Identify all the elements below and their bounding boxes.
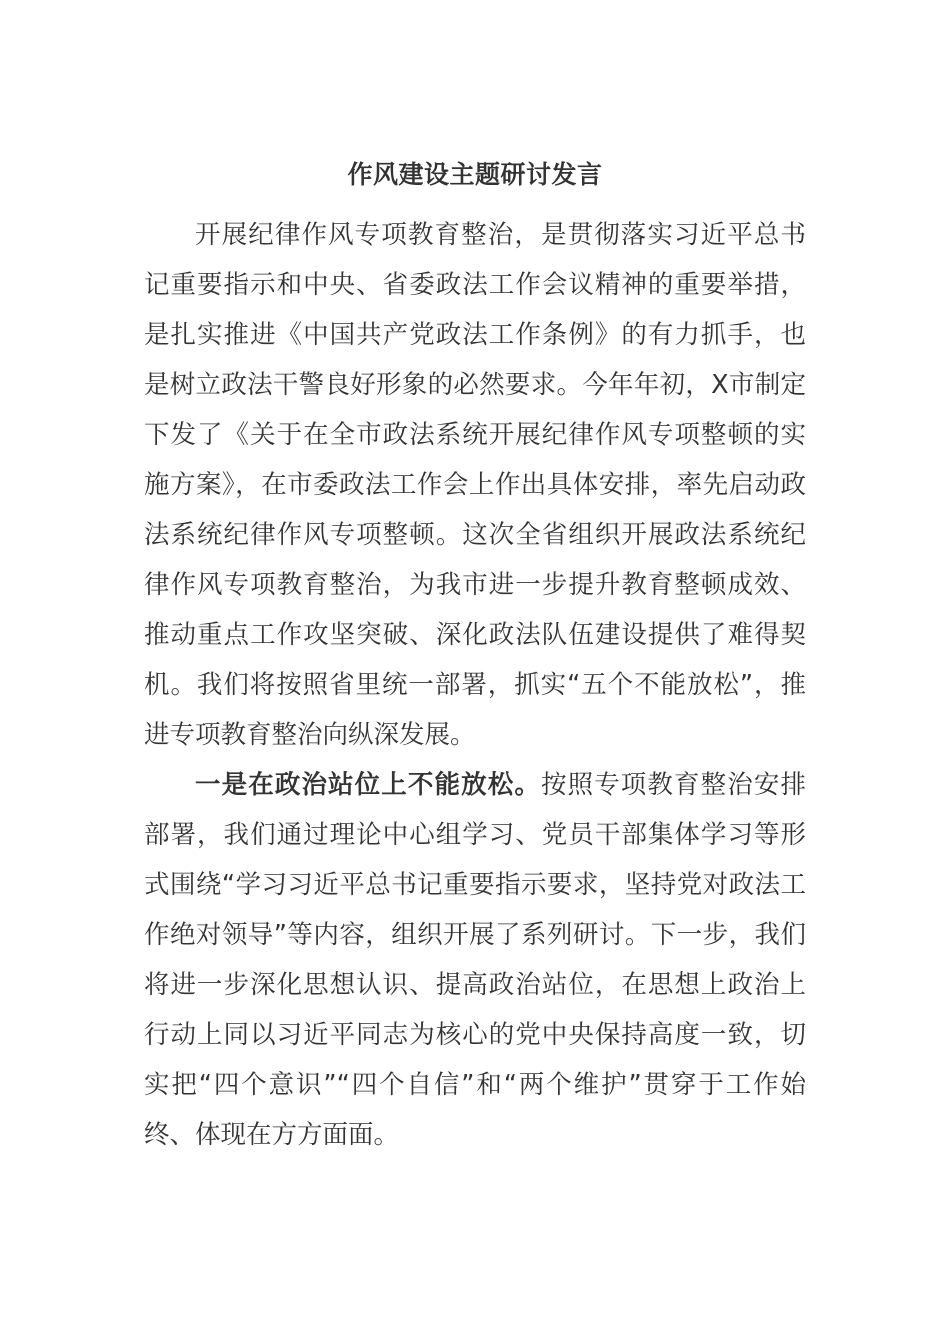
point-one-paragraph [144, 760, 806, 1160]
point-one-lead: 一是在政治站位上不能放松。 [195, 770, 541, 800]
intro-paragraph: 开展纪律作风专项教育整治，是贯彻落实习近平总书记重要指示和中央、省委政法工作会议精神的重要举措，是扎实推进《中国共产党政法工作条例》的有力抓手，也是树立政法干警良好形象的必然要求。今年年初，X市制定下发了《关于在全市政法系统开展纪律作风专项整顿的实施方案》，在市委政法工作会上作出具体安排，率先启动政法系统纪律作风专项整顿。这次全省组织开展政法系统纪律作风专项教育整治，为我市进一步提升教育整顿成效、推动重点工作攻坚突破、深化政法队伍建设提供了难得契机。我们将按照省里统一部署，抓实“五个不能放松”，推进专项教育整治向纵深发展。 [144, 220, 806, 750]
document-body [144, 150, 806, 1160]
document-title: 作风建设主题研讨发言 [347, 160, 603, 189]
point-one-body: 按照专项教育整治安排部署，我们通过理论中心组学习、党员干部集体学习等形式围绕“学习习近平总书记重要指示要求，坚持党对政法工作绝对领导”等内容，组织开展了系列研讨。下一步，我们将进一步深化思想认识、提高政治站位，在思想上政治上行动上同以习近平同志为核心的党中央保持高度一致，切实把“四个意识”“四个自信”和“两个维护”贯穿于工作始终、体现在方方面面。 [144, 770, 806, 1150]
